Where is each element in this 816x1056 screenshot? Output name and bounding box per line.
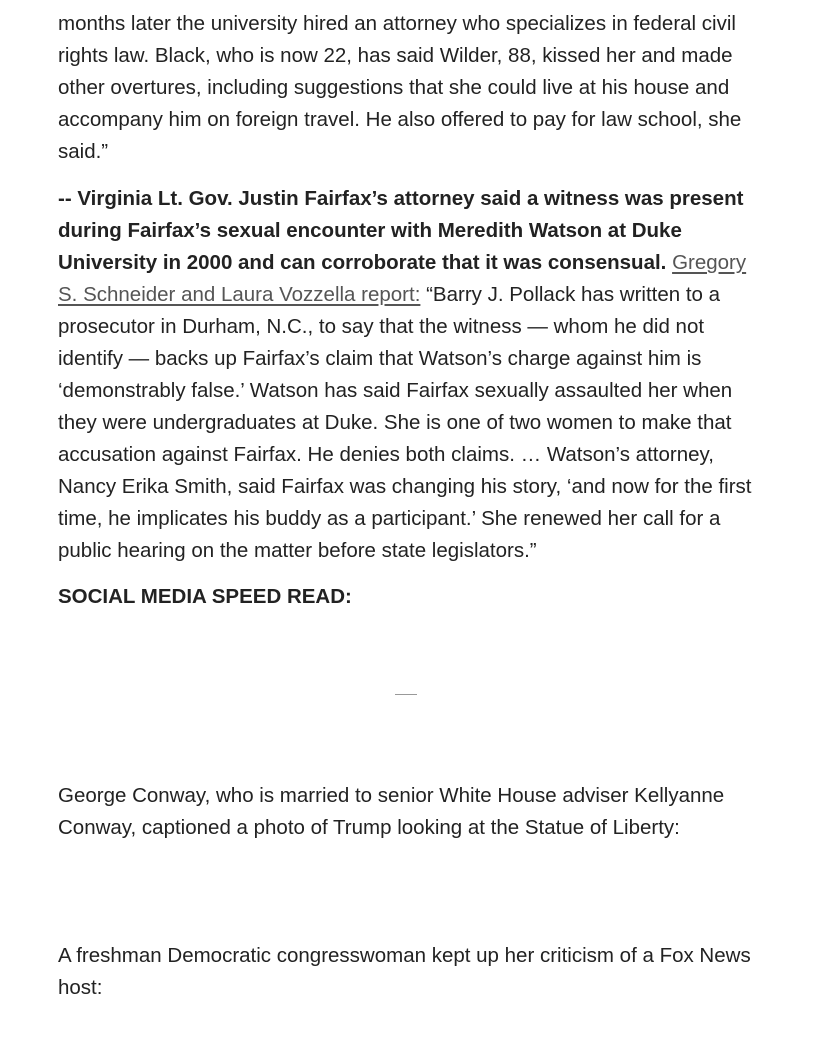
article-paragraph-fairfax xyxy=(58,183,763,567)
embed-placeholder xyxy=(0,694,816,696)
article-paragraph-conway: George Conway, who is married to senior White House adviser Kellyanne Conway, captioned a photo of Trump looking at the Statue of Liberty: xyxy=(58,784,725,839)
fairfax-quote: “Barry J. Pollack has written to a prosecutor in Durham, N.C., to say that the witness — whom he did not identify — backs up Fairfax’s claim that Watson’s charge against him is ‘demonstrably false.’ Watson has said Fairfax sexually assaulted her when they were undergraduates at Duke. She is one of two women to make that accusation against Fairfax. He denies both claims. … Watson’s attorney, Nancy Erika Smith, said Fairfax was changing his story, ‘and now for the first time, he implicates his buddy as a participant.’ She renewed her call for a public hearing on the matter before state legislators.” xyxy=(58,283,752,562)
article-paragraph-fox: A freshman Democratic congresswoman kept up her criticism of a Fox News host: xyxy=(58,944,751,999)
section-heading-social-media: SOCIAL MEDIA SPEED READ: xyxy=(58,585,352,608)
reporters-link[interactable]: Gregory S. Schneider and Laura Vozzella report: xyxy=(58,251,747,306)
fairfax-lede: -- Virginia Lt. Gov. Justin Fairfax’s attorney said a witness was present during Fairfax’s sexual encounter with Meredith Watson at Duke University in 2000 and can corroborate that it was consensual. xyxy=(58,187,744,274)
embed-divider xyxy=(395,694,417,695)
article-body xyxy=(58,8,763,613)
article-paragraph-wilder: months later the university hired an attorney who specializes in federal civil rights law. Black, who is now 22, has said Wilder, 88, kissed her and made other overtures, including suggestions that she could live at his house and accompany him on foreign travel. He also offered to pay for law school, she said.” xyxy=(58,12,742,163)
